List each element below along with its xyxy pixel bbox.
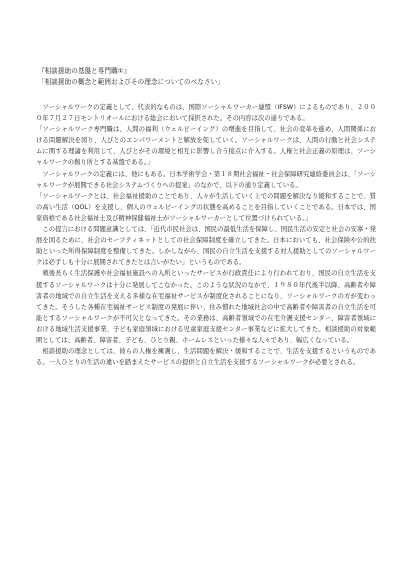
paragraph-definition-intro: ソーシャルワークの定義として、代表的なものは、国際ソーシャルワーカー連盟（IFSW）によるものであり、２０００年７月２７日モントリオールにおける総会において採択された。その内容は次の通りである。 xyxy=(36,104,376,123)
paragraph-ifsw-quote: 「ソーシャルワーク専門職は、人間の福利（ウェルビーイング）の増進を目指して、社会の変革を進め、人間関係における問題解決を図り、人びとのエンパワーメントと解放を促していく。ソーシャルワークは、人間の行動と社会システムに関する理論を利用して、人びとがその環境と相互に影響し合う接点に介入する。人権と社会正義の原理は、ソーシャルワークの拠り所とする基盤である。」 xyxy=(36,126,376,167)
paragraph-problem-awareness: この提言における問題意識としては、「近代市民社会は、国民の最低生活を保障し、国民生活の安定と社会の安寧・発展を図るために、社会のセーフティネットとしての社会保障制度を確立してきた。日本においても、社会保険や公的扶助といった所得保障制度を整備してきた。しかしながら、国民の自立生活を支援する対人援助としてのソーシャルワークは必ずしも十分に展開されてきたとは言いがたい」というものである。 xyxy=(36,226,376,267)
paragraph-principles: 相談援助の理念としては、彼らの人権を擁護し、生活問題を解決・緩和することで、生活を支援するというものである。一人ひとりの生活の違いを踏まえたサービスの提供と自立生活を支援するソーシャルワークが必要とされる。 xyxy=(36,348,376,367)
document-title: 『相談援助の基盤と専門職①』 xyxy=(38,67,131,75)
paragraph-postwar-history: 戦後長らく生活保護や社会福祉施設への入所といったサービスが行政責任により行われており、国民の自立生活を支援するソーシャルワークは十分に発展してこなかった。このような状況のなかで、１９８０年代後半以降、高齢者や障害者の地域での自立生活を支える多様な在宅福祉サービスが制度化されることになり、ソーシャルワークの方が変わってきた。そうした各種在宅福祉サービス制度の発展に伴い、住み慣れた地域社会の中で高齢者や障害者の自立生活を可能とするソーシャルワークが不可欠となってきた。その業務は、高齢者領域での在宅介護支援センター、障害者領域における地域生活支援事業、子ども家庭領域における児童家庭支援センター事業などに拡大してきた。相談援助の対象範囲としては、高齢者、障害者、子ども、ひとり親、ホームレスといった様々な人々であり、幅広くなっている。 xyxy=(36,270,376,344)
document-subtitle: 「相談援助の概念と範囲およびその理念についてのべなさい」 xyxy=(38,78,224,86)
paragraph-council-quote: 「ソーシャルワークとは、社会福祉援助のことであり、人々が生活していく上での問題を解決なり緩和することで、質の高い生活（QOL）を支援し、個人のウェルビーイングの状態を高めることを目指していくことである。日本では、国家資格である社会福祉士及び精神保健福祉士がソーシャルワーカーとして位置づけられている。」 xyxy=(36,192,376,222)
paragraph-other-definition: ソーシャルワークの定義には、他にもある。日本学術学会・第１８期社会福祉・社会保障研究連絡委員会は、「ソーシャルワークが展開できる社会システムづくりへの提案」のなかで、以下の通り定義している。 xyxy=(36,170,376,189)
